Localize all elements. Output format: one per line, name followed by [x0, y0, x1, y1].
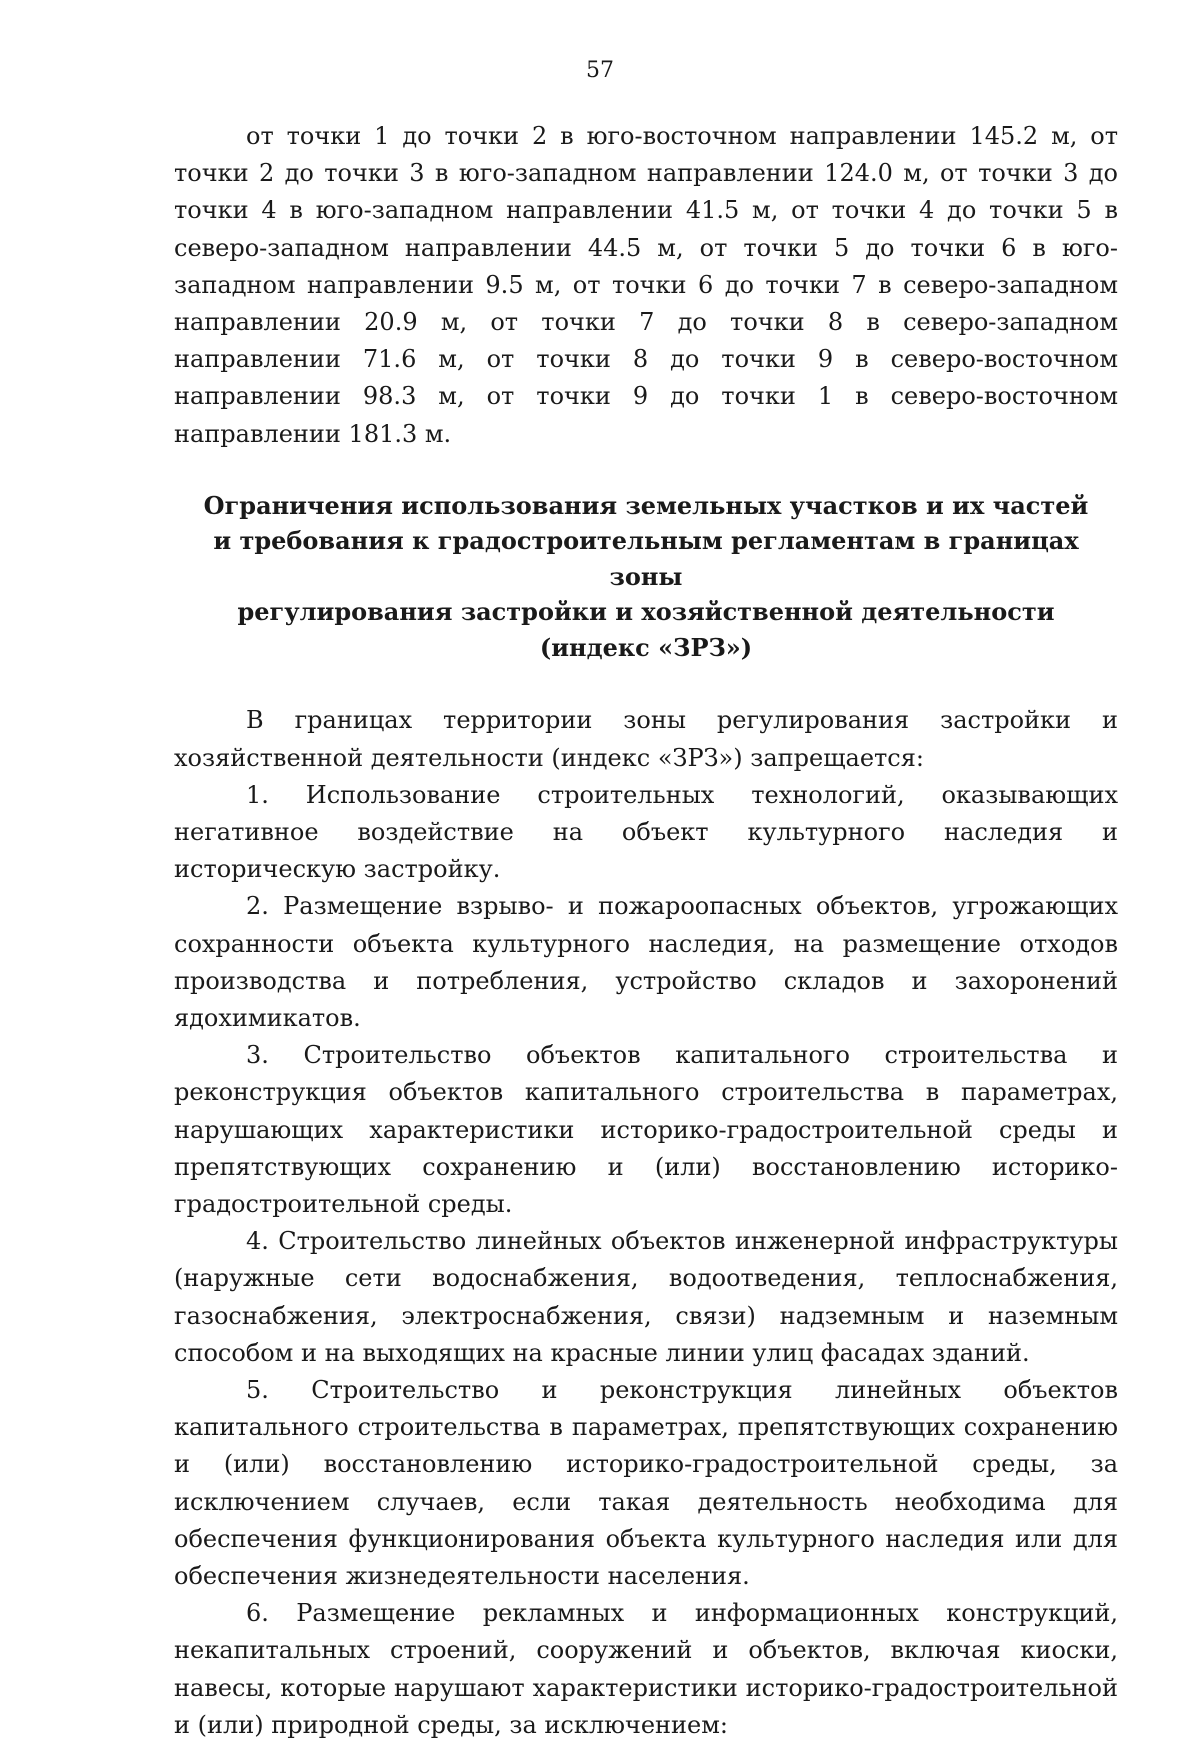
restriction-item-2: 2. Размещение взрыво- и пожароопасных объектов, угрожающих сохранности объекта культурного наследия, на размещение отходов производства и потребления, устройство складов и захоронений ядохимикатов. [174, 892, 1118, 1032]
section-heading-line-1: Ограничения использования земельных участков и их частей [203, 490, 1089, 520]
restriction-item-3: 3. Строительство объектов капитального строительства и реконструкция объектов капитального строительства в параметрах, нарушающих характеристики историко-градостроительной среды и препятствующих сохранению и (или) восстановлению историко-градостроительной среды. [174, 1041, 1118, 1218]
restriction-item-6: 6. Размещение рекламных и информационных конструкций, некапитальных строений, сооружений и объектов, включая киоски, навесы, которые нарушают характеристики историко-градостроительной и (или) природной среды, за исключением: [174, 1599, 1118, 1739]
lead-paragraph: В границах территории зоны регулирования застройки и хозяйственной деятельности (индекс «ЗРЗ») запрещается: [174, 706, 1118, 772]
section-heading-line-2: и требования к градостроительным регламентам в границах зоны [213, 526, 1079, 591]
restriction-item-5: 5. Строительство и реконструкция линейных объектов капитального строительства в параметрах, препятствующих сохранению и (или) восстановлению историко-градостроительной среды, за исключением случаев, если такая деятельность необходима для обеспечения функционирования объекта культурного наследия или для обеспечения жизнедеятельности населения. [174, 1375, 1118, 1590]
section-heading-line-3: регулирования застройки и хозяйственной деятельности [237, 597, 1055, 627]
section-heading [174, 488, 1118, 666]
restriction-item-4: 4. Строительство линейных объектов инженерной инфраструктуры (наружные сети водоснабжения, водоотведения, теплоснабжения, газоснабжения, электроснабжения, связи) надземным и наземным способом и на выходящих на красные линии улиц фасадах зданий. [174, 1227, 1118, 1367]
restriction-item-1: 1. Использование строительных технологий, оказывающих негативное воздействие на объект культурного наследия и историческую застройку. [174, 780, 1118, 884]
boundary-description-paragraph: от точки 1 до точки 2 в юго-восточном направлении 145.2 м, от точки 2 до точки 3 в юго-западном направлении 124.0 м, от точки 3 до точки 4 в юго-западном направлении 41.5 м, от точки 4 до точки 5 в северо-западном направлении 44.5 м, от точки 5 до точки 6 в юго-западном направлении 9.5 м, от точки 6 до точки 7 в северо-западном направлении 20.9 м, от точки 7 до точки 8 в северо-западном направлении 71.6 м, от точки 8 до точки 9 в северо-восточном направлении 98.3 м, от точки 9 до точки 1 в северо-восточном направлении 181.3 м. [174, 122, 1118, 448]
document-body [174, 118, 1118, 1744]
page-number: 57 [586, 58, 614, 83]
section-heading-line-4: (индекс «ЗРЗ») [539, 632, 753, 662]
